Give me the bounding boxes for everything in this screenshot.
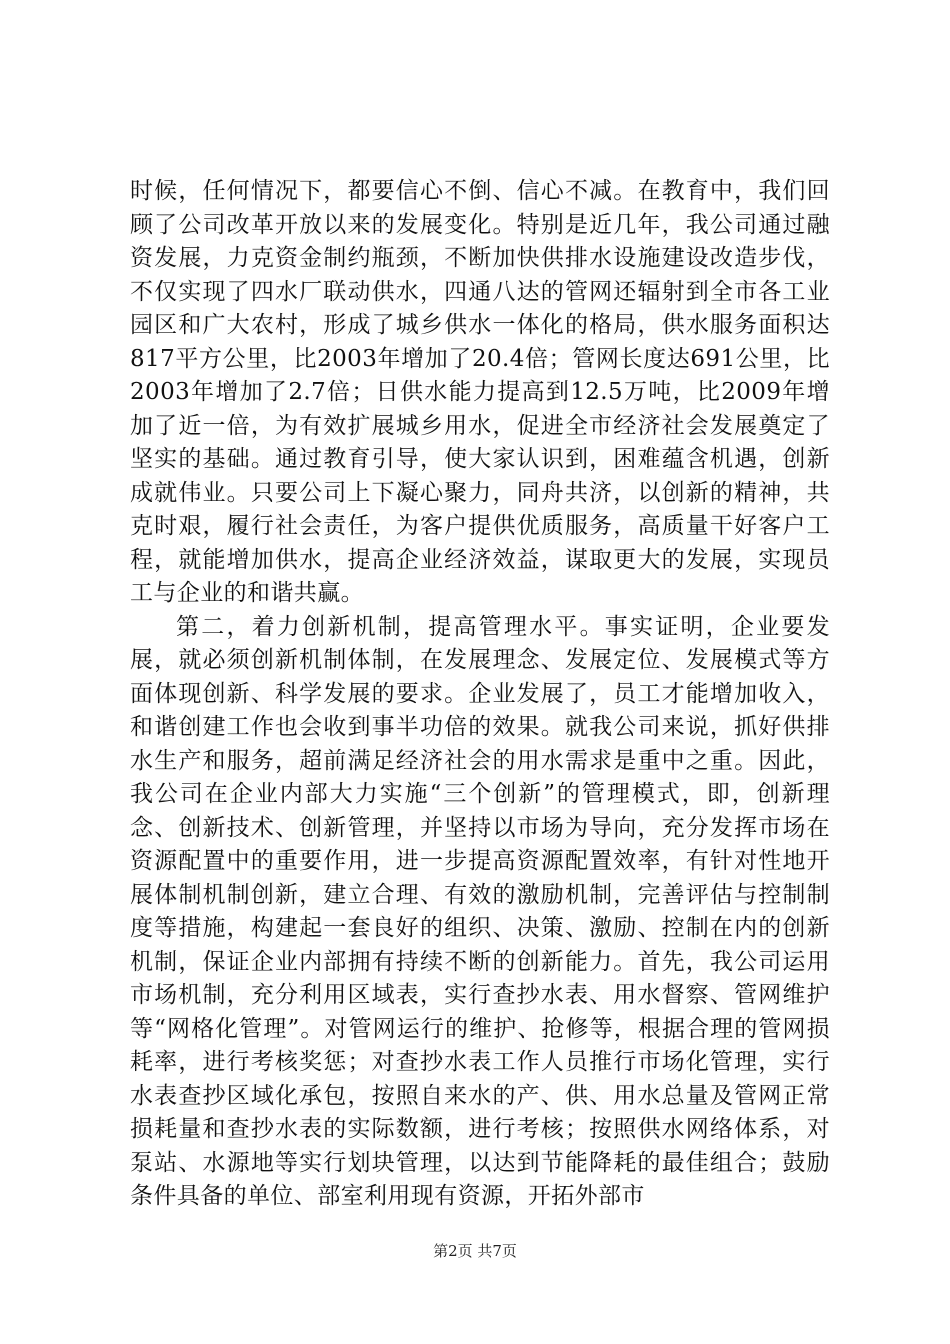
paragraph-1: 时候，任何情况下，都要信心不倒、信心不减。在教育中，我们回顾了公司改革开放以来的发展变化。特别是近几年，我公司通过融资发展，力克资金制约瓶颈，不断加快供排水设施建设改造步伐，不仅实现了四水厂联动供水，四通八达的管网还辐射到全市各工业园区和广大农村，形成了城乡供水一体化的格局，供水服务面积达817平方公里，比2003年增加了20.4倍；管网长度达691公里，比2003年增加了2.7倍；日供水能力提高到12.5万吨，比2009年增加了近一倍，为有效扩展城乡用水，促进全市经济社会发展奠定了坚实的基础。通过教育引导，使大家认识到，困难蕴含机遇，创新成就伟业。只要公司上下凝心聚力，同舟共济，以创新的精神，共克时艰，履行社会责任，为客户提供优质服务，高质量干好客户工程，就能增加供水，提高企业经济效益，谋取更大的发展，实现员工与企业的和谐共赢。 [130, 178, 830, 606]
body-text [130, 175, 830, 1214]
page-number: 第2页 共7页 [433, 1242, 517, 1260]
paragraph-2: 第二，着力创新机制，提高管理水平。事实证明，企业要发展，就必须创新机制体制，在发展理念、发展定位、发展模式等方面体现创新、科学发展的要求。企业发展了，员工才能增加收入，和谐创建工作也会收到事半功倍的效果。就我公司来说，抓好供排水生产和服务，超前满足经济社会的用水需求是重中之重。因此，我公司在企业内部大力实施“三个创新”的管理模式，即，创新理念、创新技术、创新管理，并坚持以市场为导向，充分发挥市场在资源配置中的重要作用，进一步提高资源配置效率，有针对性地开展体制机制创新，建立合理、有效的激励机制，完善评估与控制制度等措施，构建起一套良好的组织、决策、激励、控制在内的创新机制，保证企业内部拥有持续不断的创新能力。首先，我公司运用市场机制，充分利用区域表，实行查抄水表、用水督察、管网维护等“网格化管理”。对管网运行的维护、抢修等，根据合理的管网损耗率，进行考核奖惩；对查抄水表工作人员推行市场化管理，实行水表查抄区域化承包，按照自来水的产、供、用水总量及管网正常损耗量和查抄水表的实际数额，进行考核；按照供水网络体系，对泵站、水源地等实行划块管理，以达到节能降耗的最佳组合；鼓励条件具备的单位、部室利用现有资源，开拓外部市 [130, 613, 830, 1209]
page-footer [0, 1241, 950, 1261]
